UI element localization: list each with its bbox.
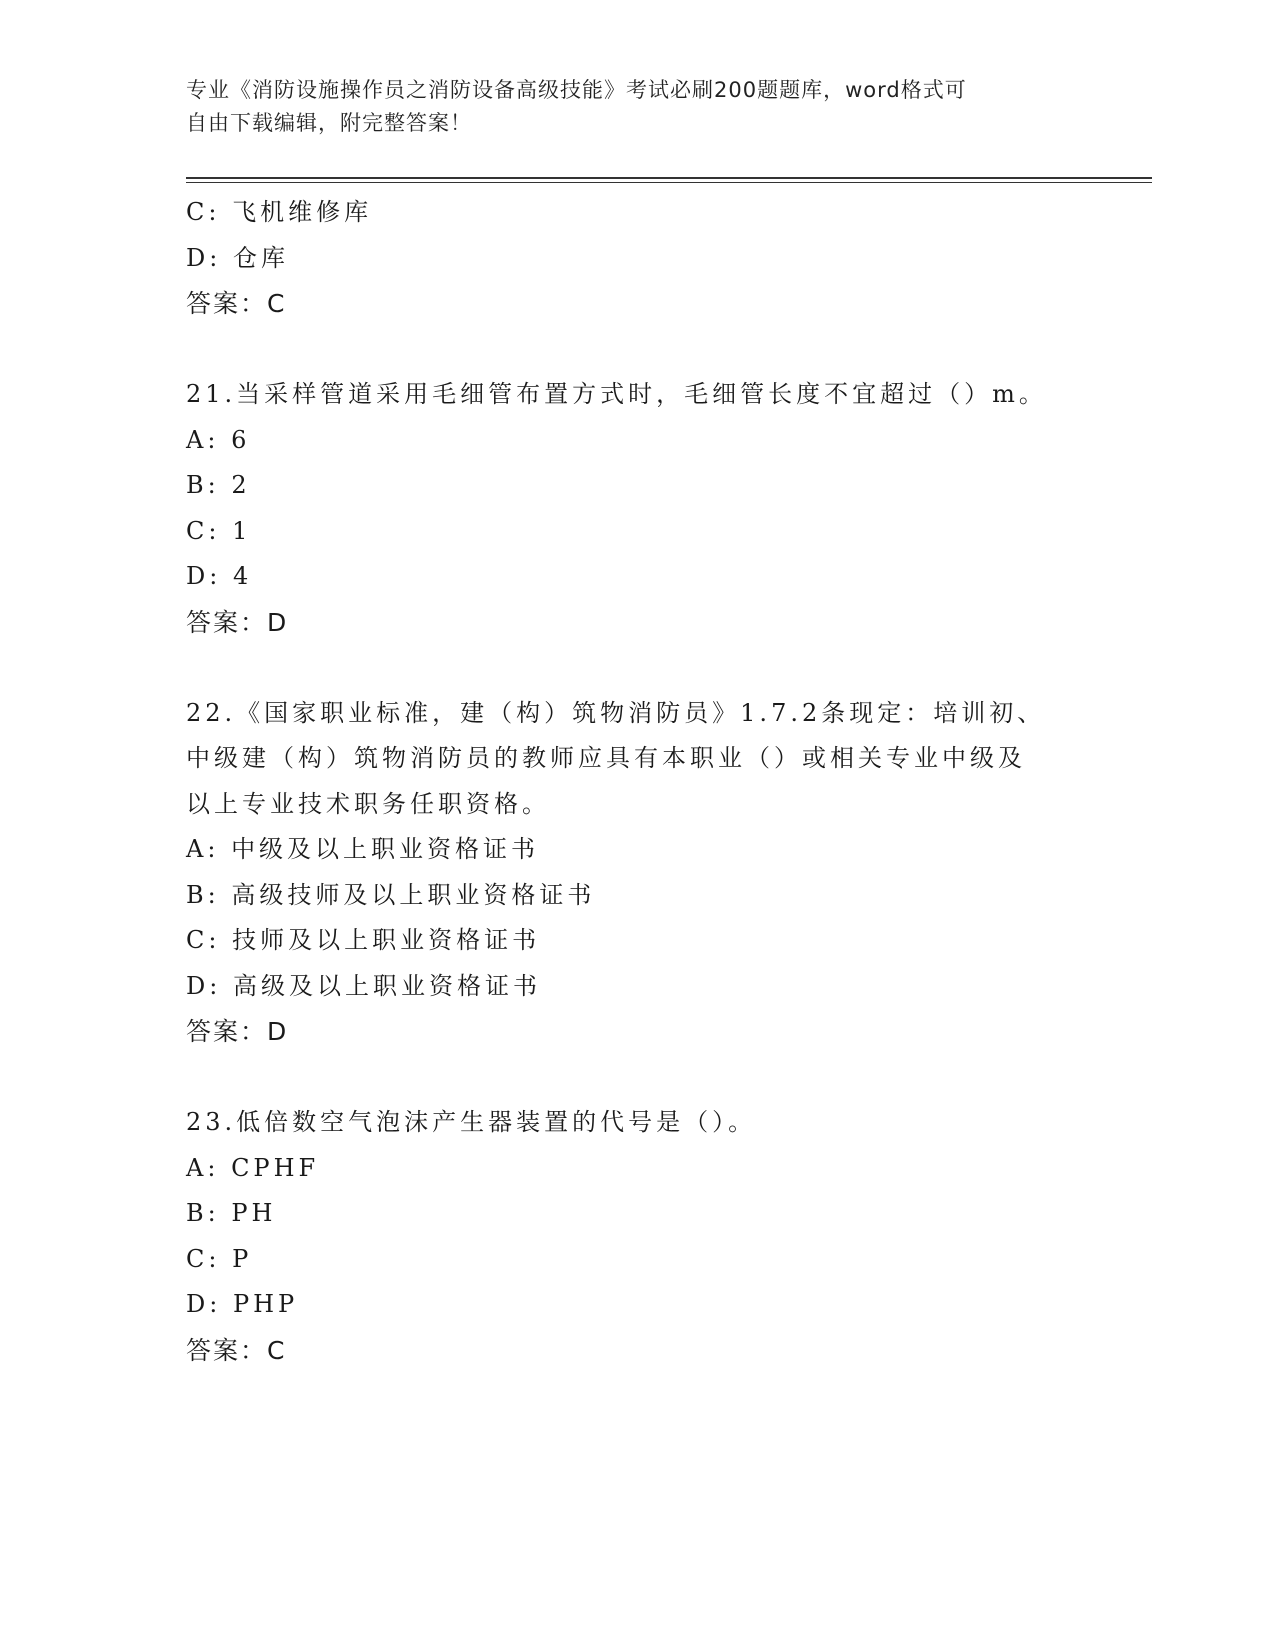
option-text: 高级及以上职业资格证书 [232, 971, 541, 1000]
question-stem: 21.当采样管道采用毛细管布置方式时，毛细管长度不宜超过（）m。 [186, 380, 1047, 408]
option-text: 6 [231, 425, 251, 454]
question-list [186, 190, 1086, 1373]
option-c [186, 1237, 1086, 1283]
option-text: P [232, 1244, 253, 1273]
option-text: 1 [232, 516, 252, 545]
spacer [186, 1055, 1086, 1101]
header-divider-thin [186, 182, 1152, 183]
option-label: A: [186, 425, 220, 454]
option-text: 中级及以上职业资格证书 [231, 835, 540, 863]
option-label: A: [186, 835, 220, 863]
option-label: C: [186, 1244, 221, 1273]
option-label: B: [186, 471, 220, 499]
option-label: D: [186, 562, 222, 590]
question-stem: 23.低倍数空气泡沫产生器装置的代号是（）。 [186, 1108, 757, 1136]
spacer [186, 327, 1086, 373]
option-label: D: [186, 1290, 222, 1318]
answer: 答案：C [186, 289, 287, 318]
option-a [186, 827, 1086, 873]
question-stem: 22.《国家职业标准，建（构）筑物消防员》1.7.2条现定：培训初、 [186, 698, 1046, 727]
question-partial [186, 190, 1086, 327]
option-a [186, 418, 1086, 464]
option-label: A: [186, 1153, 220, 1182]
header-divider-thick [186, 177, 1152, 179]
option-label: C: [186, 926, 221, 954]
option-label: C: [186, 516, 221, 545]
option-label: D: [186, 971, 222, 1000]
question-22 [186, 691, 1086, 1055]
question-21 [186, 372, 1086, 645]
option-text: PH [231, 1199, 277, 1227]
answer: 答案：C [186, 1335, 287, 1365]
option-b [186, 463, 1086, 509]
option-text: 技师及以上职业资格证书 [232, 926, 541, 954]
option-text: PHP [232, 1290, 299, 1318]
option-label: B: [186, 880, 220, 909]
option-d [186, 964, 1086, 1010]
option-c [186, 918, 1086, 964]
question-stem: 中级建（构）筑物消防员的教师应具有本职业（）或相关专业中级及 [186, 744, 1026, 772]
option-label: C: [186, 198, 221, 226]
header-line-1: 专业《消防设施操作员之消防设备高级技能》考试必刷200题题库，word格式可 [186, 78, 967, 102]
option-d [186, 554, 1086, 600]
spacer [186, 645, 1086, 691]
option-label: B: [186, 1199, 220, 1227]
option-d [186, 236, 1086, 282]
option-label: D: [186, 243, 222, 272]
document-header [186, 74, 1066, 140]
option-d [186, 1282, 1086, 1328]
question-stem: 以上专业技术职务任职资格。 [186, 789, 550, 818]
option-b [186, 873, 1086, 919]
option-text: 4 [232, 562, 253, 590]
option-text: 仓库 [232, 243, 289, 272]
answer: 答案：D [186, 607, 289, 637]
option-c [186, 190, 1086, 236]
option-text: 飞机维修库 [232, 198, 373, 226]
option-text: CPHF [231, 1153, 320, 1182]
option-text: 高级技师及以上职业资格证书 [231, 880, 596, 909]
option-text: 2 [231, 471, 251, 499]
answer: 答案：D [186, 1017, 289, 1046]
option-b [186, 1191, 1086, 1237]
header-line-2: 自由下载编辑，附完整答案！ [186, 111, 472, 135]
question-23 [186, 1100, 1086, 1373]
option-c [186, 509, 1086, 555]
option-a [186, 1146, 1086, 1192]
